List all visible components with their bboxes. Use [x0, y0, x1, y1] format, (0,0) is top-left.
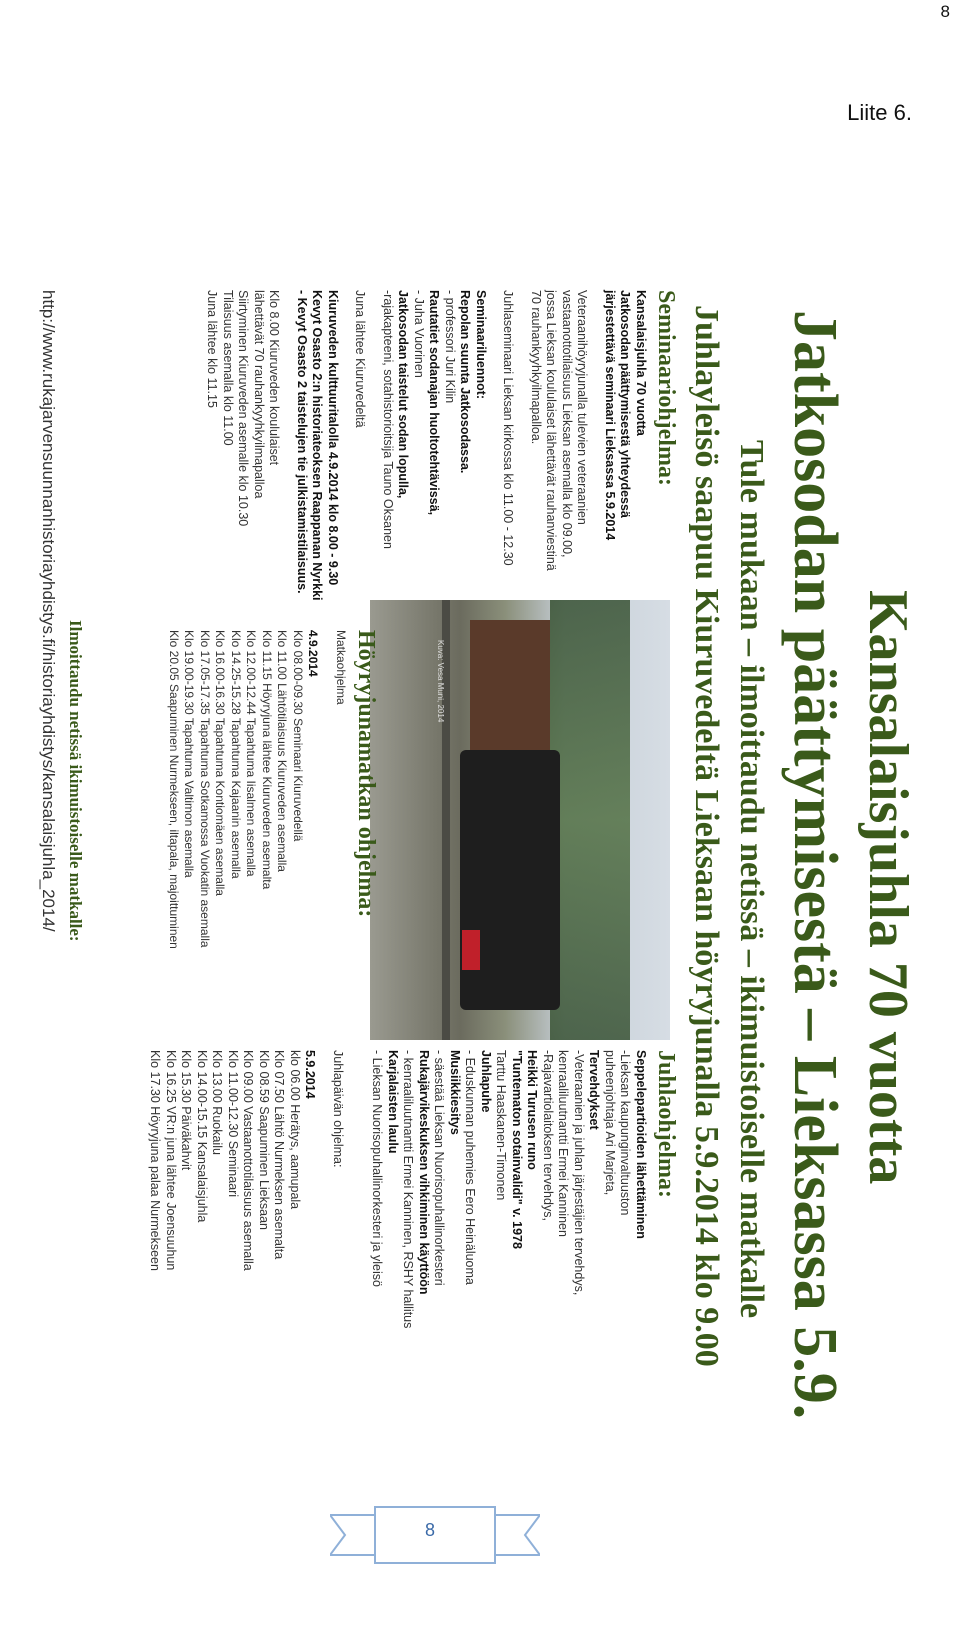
steam-item: Klo 16.00-16.30 Tapahtuma Kontiomäen asemalla	[213, 630, 228, 896]
day-item: Klo 09.00 Vastaanottotilaisuus asemalla	[241, 1050, 256, 1271]
juhla-line: puheenjohtaja Ari Marjeta,	[603, 1050, 617, 1196]
page-number: 8	[940, 2, 950, 21]
kiuru-item: Siirtyminen Kiuruveden asemalle klo 10.30	[236, 290, 251, 527]
lecture-speaker: - professori Juri Kilin	[443, 290, 457, 404]
juhla-item: Rukajärvikeskuksen vihkiminen käyttöön	[417, 1050, 431, 1295]
steam-item: Klo 12.00-12.44 Tapahtuma Iisalmen asemalla	[244, 630, 259, 877]
steam-sub: Matkaohjelma	[334, 630, 348, 705]
juhla-line: - Eduskunnan puhemies Eero Heinäluoma	[463, 1050, 478, 1285]
luennot-title: Seminaariluennot:	[474, 290, 488, 400]
day-item: Klo 07.50 Lähtö Nurmeksen asemalta	[272, 1050, 287, 1260]
lecture-title: Rautatiet sodanajan huoltotehtävissä,	[427, 290, 442, 516]
kiuru-title: Juna lähtee Kiuruvedeltä	[353, 290, 368, 428]
poster-subtitle: Tule mukaan – ilmoittaudu netissä – ikimuistoiselle matkalle	[733, 440, 770, 1319]
footer-page-number: 8	[424, 1520, 435, 1540]
juhla-line: - kenraaliluutnantti Ermei Kanninen, RSHY hallitus	[401, 1050, 416, 1329]
juhla-item: Karjalaisten laulu	[386, 1050, 400, 1154]
attachment-label: Liite 6.	[847, 100, 912, 125]
day-item: Klo 08.59 Saapuminen Lieksaan	[257, 1050, 271, 1230]
day-item: klo 06.00 Herätys, aamupala	[288, 1050, 302, 1210]
juhla-line: -Veteraanien ja juhlan järjestäjien tervehdys,	[572, 1050, 586, 1296]
steam-item: Klo 14.25-15.28 Tapahtuma Kajaanin asemalla	[229, 630, 243, 879]
day-item: Klo 16.25 VR:n juna lähtee Joensuuhun	[164, 1050, 178, 1271]
seminar-heading: Seminaariohjelma:	[653, 290, 679, 486]
day-title: Juhlapäivän ohjelma:	[331, 1050, 345, 1168]
juhla-line: kenraaliluutnantti Ermei Kanninen	[556, 1050, 571, 1237]
day-item: Klo 13.00 Ruokailu	[210, 1050, 225, 1155]
steam-column	[166, 630, 381, 1040]
kiuru-item: Tilaisuus asemalla klo 11.00	[221, 290, 235, 446]
day-item: Klo 11.00-12.30 Seminaari	[226, 1050, 240, 1198]
steam-item: Klo 11.00 Lähtötilaisuus Kiuruveden asemalla	[275, 630, 290, 872]
day-date: 5.9.2014	[303, 1050, 318, 1099]
seminar-intro: vastaanottotilaisuus Lieksan asemalla klo 09.00,	[560, 290, 574, 558]
juhla-item: Juhlapuhe	[479, 1050, 493, 1113]
juhla-line: - Lieksan Nuorisopuhallinorkesteri ja yleisö	[370, 1050, 385, 1287]
kiuru-item: Klo 8.00 Kiuruveden koululaiset	[267, 290, 282, 466]
lecture-title: Repolan suunta Jatkosodassa.	[458, 290, 473, 474]
day-item: Klo 14.00-15.15 Kansalaisjuhla	[195, 1050, 209, 1223]
poster	[39, 290, 920, 1630]
steam-item: Klo 11.15 Höyryjuna lähtee Kiuruveden asemalta	[260, 630, 274, 890]
photo-caption: Kuva: Vesa Muni, 2014	[436, 640, 445, 723]
seminar-juhla: Juhlaseminaari Lieksan kirkossa klo 11.00 - 12.30	[501, 290, 516, 566]
juhla-line: Tarttu Haaskanen-Timonen	[494, 1050, 509, 1201]
steam-date: 4.9.2014	[306, 630, 321, 677]
register-text: Ilmoittaudu netissä ikimuistoiselle matkalle:	[66, 620, 85, 942]
juhla-line: - säestää Lieksan Nuorisopuhallinorkesteri	[432, 1050, 447, 1286]
juhla-line: -Rajavartiolaitoksen tervehdys,	[541, 1050, 555, 1221]
juhla-item: Tervehdykset	[587, 1050, 602, 1130]
seminar-intro: jossa Lieksan koululaiset lähettävät rauhanviestinä	[544, 290, 559, 571]
registration-url[interactable]: http://www.rukajarvensuunnanhistoriayhdistys.fi/historiayhdistys/kansalaisjuhla_2014/	[39, 290, 58, 932]
juhla-heading: Juhlaohjelma:	[653, 1050, 679, 1199]
lecture-title: Jatkosodan taistelut sodan lopulla,	[396, 290, 411, 499]
kiuru-line: Kevyt Osasto 2:n historiateoksen Raappanan Nyrkki	[310, 290, 325, 601]
juhla-line: -Lieksan kaupunginvaltuuston	[618, 1050, 633, 1216]
steam-item: Klo 20.05 Saapuminen Nurmekseen, iltapala, majoittuminen	[167, 630, 181, 949]
lecture-speaker: - Juha Vuorinen	[412, 290, 426, 378]
kiuru-item: Juna lähtee klo 11.15	[205, 290, 220, 408]
juhla-item: Musiikkiesitys	[448, 1050, 462, 1135]
kiuru-line: Kiuruveden kulttuuritalolla 4.9.2014 klo 8.00 - 9.30	[326, 290, 340, 586]
poster-subtitle-2: Juhlayleisö saapuu Kiuruvedeltä Lieksaan höyryjunalla 5.9.2014 klo 9.00	[688, 305, 725, 1367]
kiuru-line: - Kevyt Osasto 2 taistelujen tie julkistamistilaisuus.	[295, 290, 309, 594]
poster-title-2: Jatkosodan päättymisestä – Lieksassa 5.9.	[781, 310, 849, 1420]
steam-item: Klo 17.05-17.35 Tapahtuma Sotkamossa Vuokatin asemalla	[198, 630, 212, 948]
day-item: Klo 15.30 Päiväkahvit	[179, 1050, 194, 1171]
steam-heading: Höyryjunamatkan ohjelma:	[353, 630, 379, 918]
juhla-item: "Tuntematon sotainvalidi" v. 1978	[510, 1050, 524, 1249]
seminar-line: järjestettävä seminaari Lieksassa 5.9.2014	[603, 290, 617, 541]
steam-item: Klo 08.00-09.30 Seminaari Kiuruvedellä	[291, 630, 305, 842]
day-item: Klo 17.30 Höyryjuna palaa Nurmekseen	[148, 1050, 163, 1271]
steam-train-photo	[370, 600, 670, 1040]
juhla-item: Seppelepartioiden lähettäminen	[634, 1050, 648, 1239]
lecture-speaker: -rajakapteeni, sotahistorioitsija Tauno Oksanen	[381, 290, 395, 549]
seminar-intro: Veteraanihöyryjunalla tulevien veteraanien	[575, 290, 590, 525]
poster-title: Kansalaisjuhla 70 vuotta	[857, 590, 919, 1185]
steam-item: Klo 19.00-19.30 Tapahtuma Valtimon asemalla	[182, 630, 197, 878]
seminar-intro: 70 rauhankyyhkyilmapalloa.	[529, 290, 543, 445]
kiuru-item: lähettävät 70 rauhankyyhkyilmapalloa	[252, 290, 266, 499]
seminar-line: Kansalaisjuhla 70 vuotta	[634, 290, 648, 436]
seminar-line: Jatkosodan päättymisestä yhteydessä	[618, 290, 633, 518]
juhla-item: Heikki Turusen runo	[525, 1050, 540, 1170]
